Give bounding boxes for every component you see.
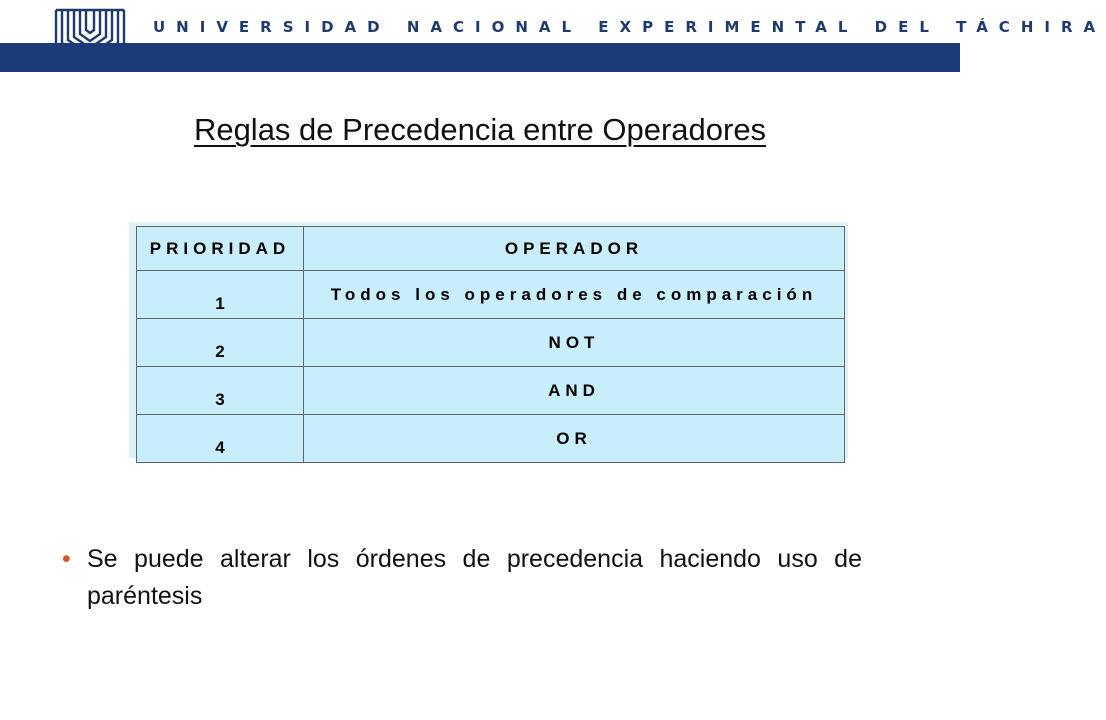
priority-cell: 2 <box>137 319 304 367</box>
university-name: UNIVERSIDAD NACIONAL EXPERIMENTAL DEL TÁCHIRA <box>153 18 1106 36</box>
slide-title: Reglas de Precedencia entre Operadores <box>193 112 767 147</box>
operator-cell: OR <box>304 415 845 463</box>
precedence-table <box>136 226 845 463</box>
header-prioridad: PRIORIDAD <box>137 227 304 271</box>
header-operador: OPERADOR <box>304 227 845 271</box>
bullet-marker: • <box>62 545 71 573</box>
bullet-text: Se puede alterar los órdenes de precedencia haciendo uso de paréntesis <box>87 545 862 610</box>
priority-cell: 4 <box>137 415 304 463</box>
priority-cell: 1 <box>137 271 304 319</box>
bullet-item <box>62 541 862 615</box>
course-label: Base de Datos <box>838 91 942 108</box>
operator-cell: AND <box>304 367 845 415</box>
priority-cell: 3 <box>137 367 304 415</box>
table-row <box>137 415 845 463</box>
table-row <box>137 319 845 367</box>
slide-header <box>0 0 1106 108</box>
operator-cell: Todos los operadores de comparación <box>304 271 845 319</box>
operator-cell: NOT <box>304 319 845 367</box>
header-bar <box>0 43 960 108</box>
table-row <box>137 367 845 415</box>
table-row <box>137 271 845 319</box>
table-header-row <box>137 227 845 271</box>
